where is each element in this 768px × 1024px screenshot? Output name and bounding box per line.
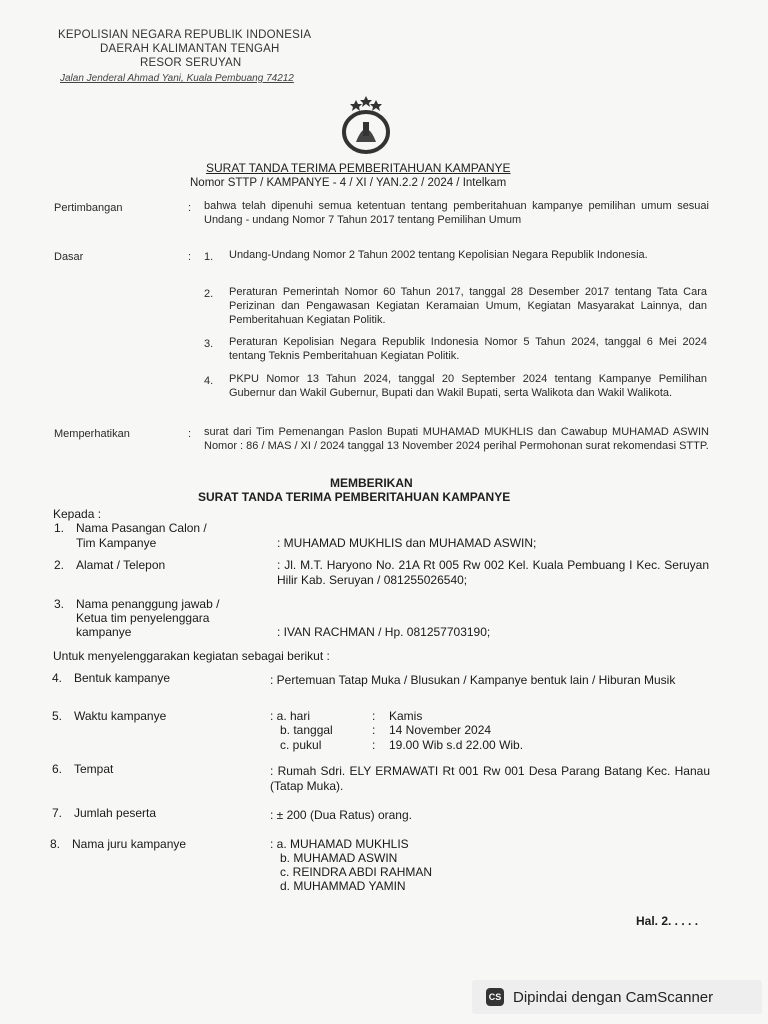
dasar-item-4-num: 4. [204, 375, 214, 387]
item-4-value: : Pertemuan Tatap Muka / Blusukan / Kampanye bentuk lain / Hiburan Musik [270, 673, 676, 687]
waktu-hari-key: : a. hari [270, 709, 311, 723]
recipient-2-num: 2. [54, 558, 65, 572]
camscanner-icon: CS [486, 988, 504, 1006]
document-title: SURAT TANDA TERIMA PEMBERITAHUAN KAMPANYE [206, 161, 511, 175]
item-5-num: 5. [52, 709, 63, 723]
item-7-label: Jumlah peserta [74, 806, 157, 820]
waktu-pukul-value: 19.00 Wib s.d 22.00 Wib. [389, 738, 524, 752]
header-line-3: RESOR SERUYAN [140, 57, 242, 69]
item-5-label: Waktu kampanye [74, 709, 167, 723]
recipient-3-value: : IVAN RACHMAN / Hp. 081257703190; [277, 625, 491, 639]
police-emblem-icon [334, 92, 398, 156]
dasar-item-1: Undang-Undang Nomor 2 Tahun 2002 tentang Kepolisian Negara Republik Indonesia. [229, 249, 648, 261]
memperhatikan-label: Memperhatikan [54, 428, 130, 440]
dasar-item-3-num: 3. [204, 338, 214, 350]
sttp-subtitle: SURAT TANDA TERIMA PEMBERITAHUAN KAMPANYE [198, 490, 511, 504]
item-8-num: 8. [50, 837, 61, 851]
camscanner-watermark [472, 980, 762, 1014]
recipient-1-num: 1. [54, 521, 65, 535]
next-page-marker: Hal. 2. . . . . [636, 914, 699, 928]
juru-name-b: b. MUHAMAD ASWIN [280, 851, 398, 865]
memberikan-heading: MEMBERIKAN [330, 476, 413, 490]
juru-name-c: c. REINDRA ABDI RAHMAN [280, 865, 433, 879]
document-number: Nomor STTP / KAMPANYE - 4 / XI / YAN.2.2 / 2024 / Intelkam [190, 177, 507, 189]
recipient-3-label3: kampanye [76, 625, 132, 639]
waktu-hari-value: Kamis [389, 709, 423, 723]
header-line-1: KEPOLISIAN NEGARA REPUBLIK INDONESIA [58, 29, 312, 41]
dasar-item-2-num: 2. [204, 288, 214, 300]
waktu-tanggal-value: 14 November 2024 [389, 723, 492, 737]
waktu-tanggal-key: b. tanggal [280, 723, 333, 737]
pertimbangan-text: bahwa telah dipenuhi semua ketentuan tentang pemberitahuan kampanye pemilihan umum sesuai Undang - undang Nomor 7 Tahun 2017 tentang Pemilihan Umum [204, 200, 709, 226]
recipient-3-label1: Nama penanggung jawab / [76, 597, 220, 611]
dasar-item-1-num: 1. [204, 251, 214, 263]
item-6-label: Tempat [74, 762, 114, 776]
item-8-label: Nama juru kampanye [72, 837, 187, 851]
item-4-num: 4. [52, 671, 63, 685]
recipient-2-label1: Alamat / Telepon [76, 558, 166, 572]
dasar-item-4: PKPU Nomor 13 Tahun 2024, tanggal 20 September 2024 tentang Kampanye Pemilihan Gubernur dan Wakil Gubernur, Bupati dan Wakil Bupati, serta Walikota dan Wakil Walikota. [229, 373, 707, 399]
camscanner-text: Dipindai dengan CamScanner [513, 988, 714, 1006]
waktu-pukul-key: c. pukul [280, 738, 322, 752]
recipient-3-num: 3. [54, 597, 65, 611]
recipient-1-value: : MUHAMAD MUKHLIS dan MUHAMAD ASWIN; [277, 536, 537, 550]
juru-name-d: d. MUHAMMAD YAMIN [280, 879, 406, 893]
header-address: Jalan Jenderal Ahmad Yani, Kuala Pembuang 74212 [60, 73, 294, 84]
recipient-3-label2: Ketua tim penyelenggara [76, 611, 210, 625]
item-4-label: Bentuk kampanye [74, 671, 171, 685]
item-6-value: : Rumah Sdri. ELY ERMAWATI Rt 001 Rw 001 Desa Parang Batang Kec. Hanau (Tatap Muka). [270, 764, 710, 793]
recipient-2-value: : Jl. M.T. Haryono No. 21A Rt 005 Rw 002 Kel. Kuala Pembuang I Kec. Seruyan Hilir Kab. Seruyan / 081255026540; [277, 558, 709, 587]
kepada-label: Kepada : [53, 507, 102, 521]
pertimbangan-label: Pertimbangan [54, 202, 123, 214]
item-7-num: 7. [52, 806, 63, 820]
dasar-label: Dasar [54, 251, 84, 263]
recipient-1-label2: Tim Kampanye [76, 536, 157, 550]
untuk-text: Untuk menyelenggarakan kegiatan sebagai berikut : [53, 649, 330, 663]
dasar-item-3: Peraturan Kepolisian Negara Republik Indonesia Nomor 5 Tahun 2024, tanggal 6 Mei 2024 tentang Teknis Pemberitahuan Kegiatan Politik. [229, 336, 707, 362]
item-7-value: : ± 200 (Dua Ratus) orang. [270, 808, 412, 822]
dasar-item-2: Peraturan Pemerintah Nomor 60 Tahun 2017, tanggal 28 Desember 2017 tentang Tata Cara Perizinan dan Pengawasan Kegiatan Keramaian Umum, Kegiatan Masyarakat Lainnya, dan Pemberitahuan Kegiatan Politik. [229, 286, 707, 326]
juru-name-a: : a. MUHAMAD MUKHLIS [270, 837, 409, 851]
recipient-1-label1: Nama Pasangan Calon / [76, 521, 207, 535]
memperhatikan-text: surat dari Tim Pemenangan Paslon Bupati MUHAMAD MUKHLIS dan Cawabup MUHAMAD ASWIN Nomor : 86 / MAS / XI / 2024 tanggal 13 November 2024 perihal Permohonan surat rekomendasi STTP. [204, 426, 709, 452]
document-page: KEPOLISIAN NEGARA REPUBLIK INDONESIA DAERAH KALIMANTAN TENGAH RESOR SERUYAN Jalan Jenderal Ahmad Yani, Kuala Pembuang 74212 SURAT TANDA TERIMA PEMBERITAHUAN KAMPANYE Nomor STTP / KAMPANYE - 4 / XI / YAN.2.2 / 2024 / Intelkam Pertimbangan : bahwa telah dipenuhi semua ketentuan tentang pemberitahuan kampanye pemilihan umum sesuai Undang - undang Nomor 7 Tahun 2017 tentang Pemilihan Umum Dasar : 1. Undang-Undang Nomor 2 Tahun 2002 tentang Kepolisian Negara Republik Indonesia. 2. Peraturan Pemerintah Nomor 60 Tahun 2017, tanggal 28 Desember 2017 tentang Tata Cara Perizinan dan Pengawasan Kegiatan Keramaian Umum, Kegiatan Masyarakat Lainnya, dan Pemberitahuan Kegiatan Politik. 3. Peraturan Kepolisian Negara Republik Indonesia Nomor 5 Tahun 2024, tanggal 6 Mei 2024 tentang Teknis Pemberitahuan Kegiatan Politik. 4. PKPU Nomor 13 Tahun 2024, tanggal 20 September 2024 tentang Kampanye Pemilihan Gubernur dan Wakil Gubernur, Bupati dan Wakil Bupati, serta Walikota dan Wakil Walikota. Memperhatikan : surat dari Tim Pemenangan Paslon Bupati MUHAMAD MUKHLIS dan Cawabup MUHAMAD ASWIN Nomor : 86 / MAS / XI / 2024 tanggal 13 November 2024 perihal Permohonan surat rekomendasi STTP. MEMBERIKAN SURAT TANDA TERIMA PEMBERITAHUAN KAMPANYE Kepada : 1. Nama Pasangan Calon / Tim Kampanye : MUHAMAD MUKHLIS dan MUHAMAD ASWIN; 2. Alamat / Telepon : Jl. M.T. Haryono No. 21A Rt 005 Rw 002 Kel. Kuala Pembuang I Kec. Seruyan Hilir Kab. Seruyan / 081255026540; 3. Nama penanggung jawab / Ketua tim penyelenggara kampanye : IVAN RACHMAN / Hp. 081257703190; Untuk menyelenggarakan kegiatan sebagai berikut : 4. Bentuk kampanye : Pertemuan Tatap Muka / Blusukan / Kampanye bentuk lain / Hiburan Musik 5. Waktu kampanye : a. hari : Kamis b. tanggal : 14 November 2024 c. pukul : 19.00 Wib s.d 22.00 Wib. 6. Tempat : Rumah Sdri. ELY ERMAWATI Rt 001 Rw 001 Desa Parang Batang Kec. Hanau (Tatap Muka). 7. Jumlah peserta : ± 200 (Dua Ratus) orang. 8. Nama juru kampanye : a. MUHAMAD MUKHLIS b. MUHAMAD ASWIN c. REINDRA ABDI RAHMAN d. MUHAMMAD YAMIN Hal. 2. . . . . CS Dipindai dengan CamScanner [0, 0, 768, 1024]
item-6-num: 6. [52, 762, 63, 776]
header-line-2: DAERAH KALIMANTAN TENGAH [100, 43, 280, 55]
